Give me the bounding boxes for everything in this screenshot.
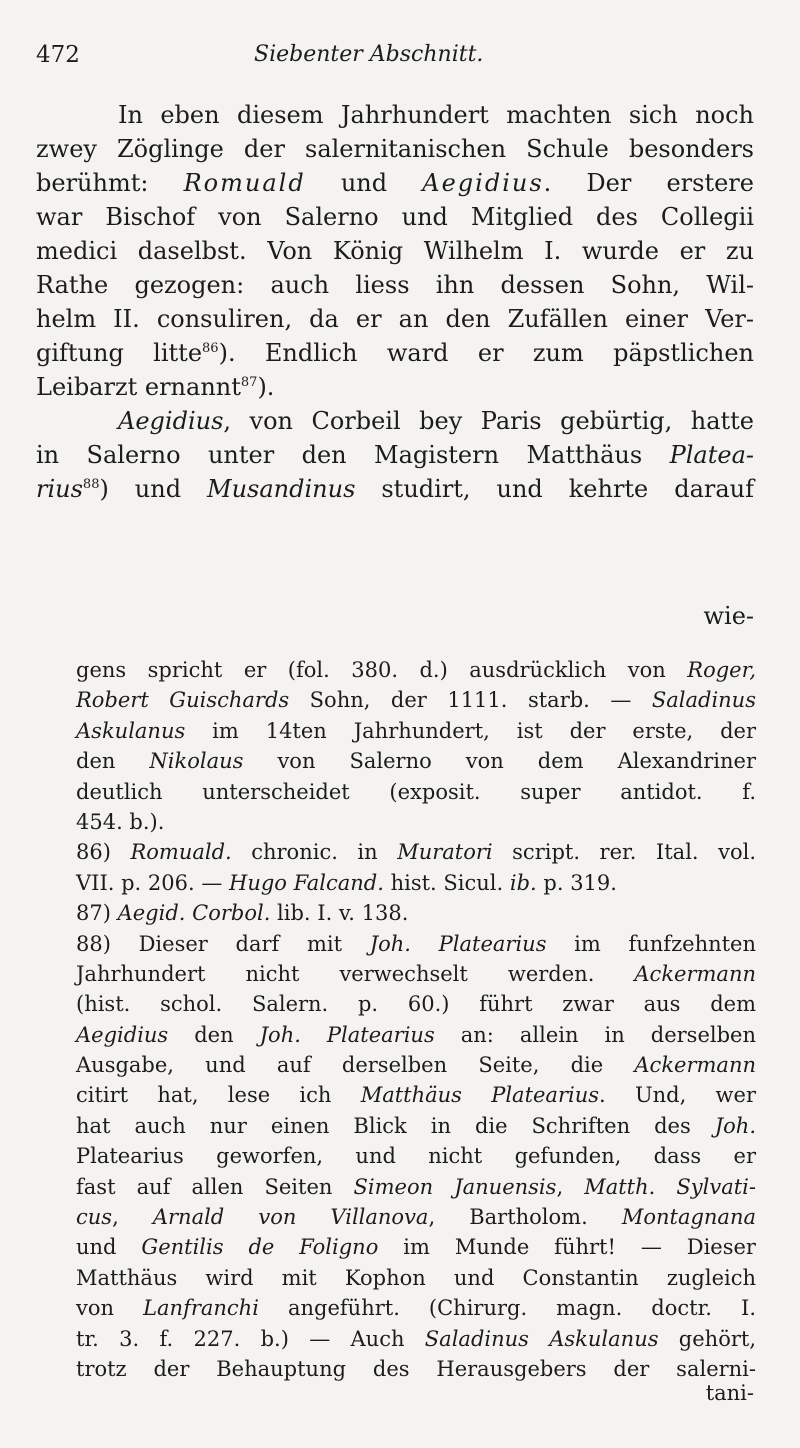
text-line: helm II. consuliren, da er an den Zufällen einer Ver- bbox=[36, 305, 754, 333]
text-line: medici daselbst. Von König Wilhelm I. wurde er zu bbox=[36, 237, 754, 265]
footnote-line: hat auch nur einen Blick in die Schriften des Joh. bbox=[76, 1113, 756, 1138]
text-line: Rathe gezogen: auch liess ihn dessen Sohn, Wil- bbox=[36, 271, 754, 299]
text-line: in Salerno unter den Magistern Matthäus Platea- bbox=[36, 441, 754, 469]
footnote-line: von Lanfranchi angeführt. (Chirurg. magn. doctr. I. bbox=[76, 1296, 756, 1321]
footnotes bbox=[76, 655, 756, 1384]
main-text bbox=[36, 98, 754, 506]
text-line: war Bischof von Salerno und Mitglied des Collegii bbox=[36, 203, 754, 231]
text-line: In eben diesem Jahrhundert machten sich noch bbox=[118, 101, 754, 129]
footnote-line: und Gentilis de Foligno im Munde führt! — Dieser bbox=[76, 1235, 756, 1260]
text-line: berühmt: Romuald und Aegidius. Der erstere bbox=[36, 169, 754, 197]
text-line: Leibarzt ernannt$^{87}$). bbox=[36, 373, 275, 401]
footnote-line: Robert Guischards Sohn, der 1111. starb. — Saladinus bbox=[76, 688, 756, 713]
footnote-catchword: tani- bbox=[705, 1381, 754, 1405]
footnote-line: 87) Aegid. Corbol. lib. I. v. 138. bbox=[76, 901, 409, 926]
footnote-line: Platearius geworfen, und nicht gefunden, dass er bbox=[76, 1144, 756, 1169]
footnote-line: deutlich unterscheidet (exposit. super antidot. f. bbox=[76, 779, 756, 804]
footnote-line: 454. b.). bbox=[76, 809, 165, 834]
footnote-line: VII. p. 206. — Hugo Falcand. hist. Sicul. ib. p. 319. bbox=[76, 870, 617, 895]
footnote-line: 88) Dieser darf mit Joh. Platearius im funfzehnten bbox=[76, 931, 757, 956]
footnote-line: citirt hat, lese ich Matthäus Platearius. Und, wer bbox=[76, 1083, 757, 1108]
running-title: Siebenter Abschnitt. bbox=[254, 42, 484, 67]
footnote-line: fast auf allen Seiten Simeon Januensis, Matth. Sylvati- bbox=[76, 1174, 756, 1199]
catchword: wie- bbox=[703, 602, 754, 630]
footnote-line: gens spricht er (fol. 380. d.) ausdrücklich von Roger, bbox=[76, 658, 756, 682]
footnote-line: Matthäus wird mit Kophon und Constantin zugleich bbox=[76, 1265, 756, 1290]
text-line: giftung litte$^{86}$). Endlich ward er zum päpstlichen bbox=[36, 339, 754, 367]
page-number: 472 bbox=[36, 42, 80, 68]
footnote-line: trotz der Behauptung des Herausgebers der salerni- bbox=[76, 1356, 756, 1381]
footnote-line: Askulanus im 14ten Jahrhundert, ist der erste, der bbox=[76, 718, 756, 743]
footnote-line: den Nikolaus von Salerno von dem Alexandriner bbox=[76, 749, 756, 774]
footnote-line: Ausgabe, und auf derselben Seite, die Ackermann bbox=[76, 1053, 756, 1078]
footnote-line: (hist. schol. Salern. p. 60.) führt zwar aus dem bbox=[76, 992, 756, 1017]
footnote-line: Jahrhundert nicht verwechselt werden. Ackermann bbox=[76, 961, 756, 986]
text-line: zwey Zöglinge der salernitanischen Schule besonders bbox=[36, 135, 754, 163]
footnote-line: cus, Arnald von Villanova, Bartholom. Montagnana bbox=[76, 1205, 756, 1230]
footnote-line: 86) Romuald. chronic. in Muratori script. rer. Ital. vol. bbox=[76, 840, 757, 865]
footnote-line: tr. 3. f. 227. b.) — Auch Saladinus Askulanus gehört, bbox=[76, 1326, 757, 1351]
page-header bbox=[36, 42, 766, 82]
text-line: Aegidius, von Corbeil bey Paris gebürtig, hatte bbox=[118, 407, 754, 435]
text-line: rius$^{88}$) und Musandinus studirt, und kehrte darauf bbox=[36, 475, 754, 503]
footnote-line: Aegidius den Joh. Platearius an: allein in derselben bbox=[76, 1022, 756, 1047]
